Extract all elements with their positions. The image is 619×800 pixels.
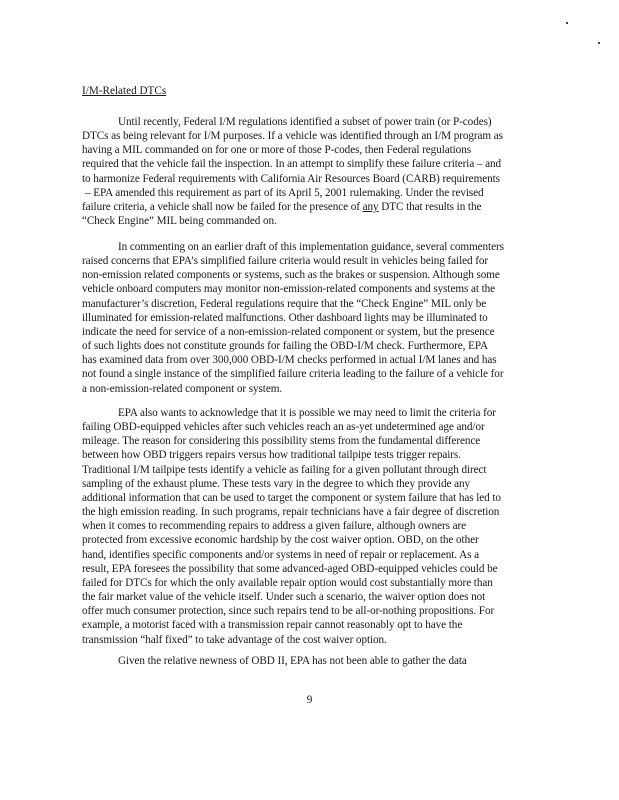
text-line: EPA also wants to acknowledge that it is possible we may need to limit the criteria for [118,407,496,419]
text-line: Given the relative newness of OBD II, EPA has not been able to gather the data [118,655,467,667]
emphasis-any: any [362,200,379,213]
scan-speck [566,22,568,24]
paragraph [82,115,552,228]
text-line: failing OBD-equipped vehicles after such vehicles reach an as-yet undetermined age and/or [82,421,485,434]
text-line: has examined data from over 300,000 OBD-I/M checks performed in actual I/M lanes and has [82,354,497,367]
text-line: between how OBD triggers repairs versus how traditional tailpipe tests trigger repairs. [82,449,461,462]
text-line: protected from excessive economic hardship by the cost waiver option. OBD, on the other [82,534,479,547]
text-line: not found a single instance of the simplified failure criteria leading to the failure of a vehicle for [82,368,504,381]
text-line: to harmonize Federal requirements with California Air Resources Board (CARB) requirements [82,172,500,185]
text-line: raised concerns that EPA’s simplified failure criteria would result in vehicles being failed for [82,255,489,268]
text-line: hand, identifies specific components and/or systems in need of repair or replacement. As a [82,548,479,561]
scan-speck [598,42,600,44]
section-heading: I/M-Related DTCs [82,85,167,97]
text-line [82,200,552,214]
paragraph [82,406,552,647]
text-line: the fair market value of the vehicle itself. Under such a scenario, the waiver option does not [82,591,486,604]
text-line: In commenting on an earlier draft of this implementation guidance, several commenters [118,241,504,253]
text-run: DTC that results in the [381,200,482,213]
text-line: manufacturer’s discretion, Federal regulations require that the “Check Engine” MIL only be [82,297,487,310]
text-line: result, EPA foresees the possibility that some advanced-aged OBD-equipped vehicles could be [82,562,498,575]
text-line: transmission “half fixed” to take advantage of the cost waiver option. [82,633,387,646]
text-line: vehicle onboard computers may monitor non-emission-related components and systems at the [82,283,496,296]
text-line: Traditional I/M tailpipe tests identify a vehicle as failing for a given pollutant through direct [82,463,487,476]
text-line: illuminated for emission-related malfunctions. Other dashboard lights may be illuminated to [82,311,488,324]
text-line: additional information that can be used to target the component or system failure that has led to [82,491,501,504]
text-line: the high emission reading. In such programs, repair technicians have a fair degree of discretion [82,506,500,519]
text-line: of such lights does not constitute grounds for failing the OBD-I/M check. Furthermore, EPA [82,340,488,353]
text-line: – EPA amended this requirement as part of its April 5, 2001 rulemaking. Under the revised [85,186,484,199]
text-line: failed for DTCs for which the only available repair option would cost substantially more than [82,576,493,589]
paragraph [82,654,552,668]
paragraph [82,240,552,396]
page-number: 9 [306,694,313,706]
text-line: required that the vehicle fail the inspection. In an attempt to simplify these failure criteria – and [82,158,502,171]
text-line: having a MIL commanded on for one or more of those P-codes, then Federal regulations [82,144,471,157]
text-line: DTCs as being relevant for I/M purposes. If a vehicle was identified through an I/M program as [82,130,503,143]
text-line: sampling of the exhaust plume. These tests vary in the degree to which they provide any [82,477,471,490]
text-line: non-emission related components or systems, such as the brakes or suspension. Although some [82,269,500,282]
text-line: mileage. The reason for considering this possibility stems from the fundamental difference [82,435,481,448]
text-line: indicate the need for service of a non-emission-related component or system, but the presence [82,325,495,338]
text-line: when it comes to recommending repairs to address a given failure, although owners are [82,520,467,533]
text-line: Until recently, Federal I/M regulations identified a subset of power train (or P-codes) [118,116,492,128]
text-line: example, a motorist faced with a transmission repair cannot reasonably opt to have the [82,619,463,632]
text-line: “Check Engine” MIL being commanded on. [82,215,277,228]
text-line: offer much consumer protection, since such repairs tend to be all-or-nothing propositions. For [82,605,495,618]
text-run: failure criteria, a vehicle shall now be failed for the presence of [82,200,360,213]
text-line: a non-emission-related component or system. [82,382,283,395]
